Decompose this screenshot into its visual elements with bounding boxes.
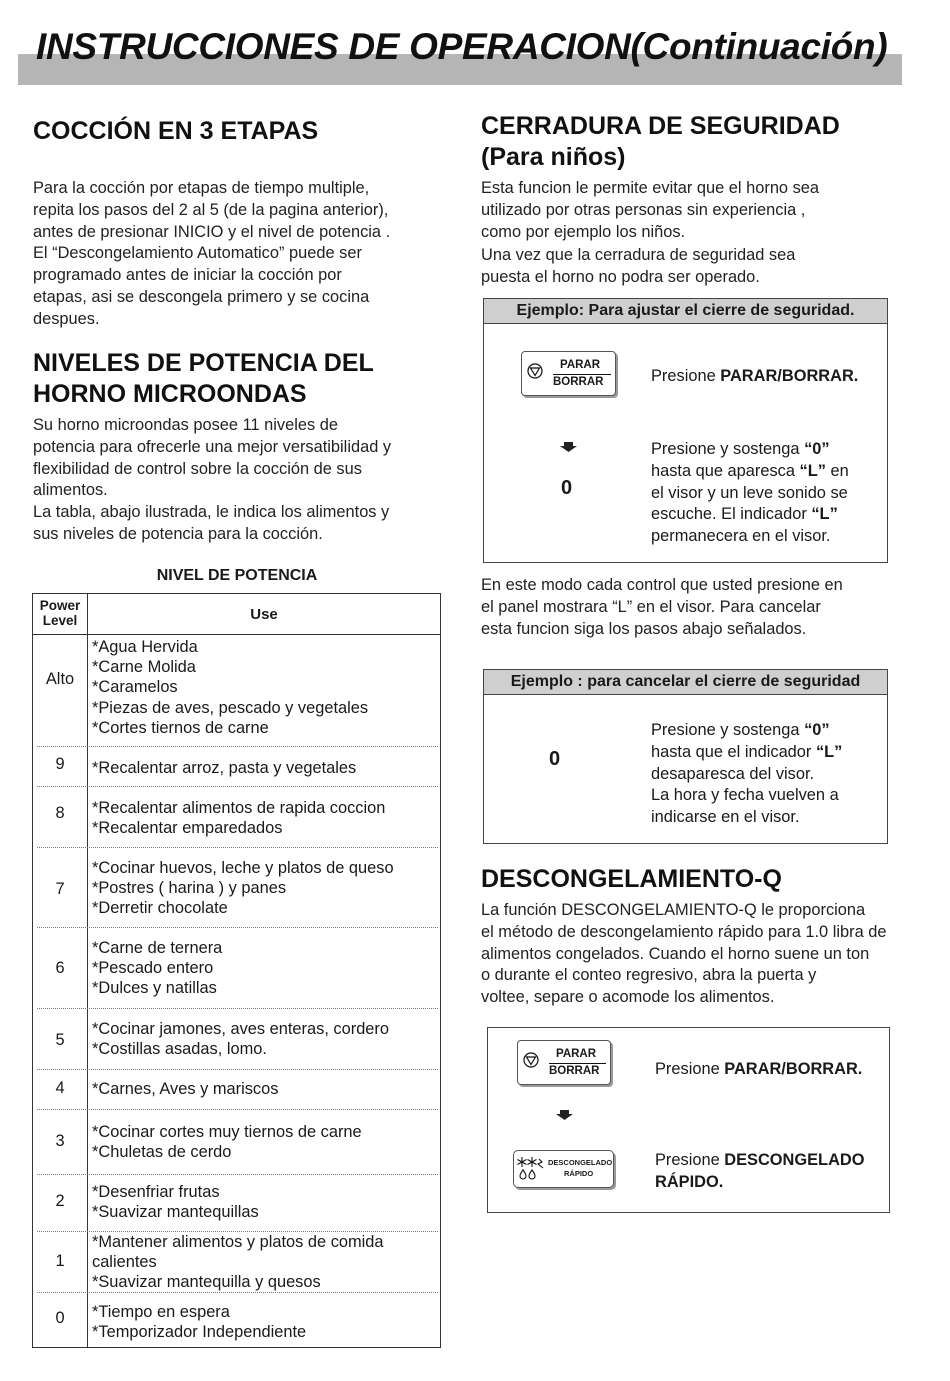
zero-key[interactable]: 0 [549, 748, 561, 770]
header-use: Use [250, 606, 278, 623]
text-line: La función DESCONGELAMIENTO-Q le proporciona [481, 901, 866, 919]
use-item: *Carne Molida [92, 658, 196, 677]
row-divider [37, 847, 438, 848]
use-item: *Chuletas de cerdo [92, 1143, 232, 1162]
text-line: potencia para ofrecerle una mejor versatibilidad y [33, 437, 392, 456]
power-level-table [32, 593, 441, 1348]
row-uses [92, 1232, 384, 1293]
heading-line: NIVELES DE POTENCIA DEL [33, 349, 374, 377]
row-uses [92, 758, 356, 778]
step-bold: DESCONGELADO [724, 1151, 865, 1169]
row-divider [37, 1008, 438, 1009]
row-divider [37, 1109, 438, 1110]
text-line: sus niveles de potencia para la cocción. [33, 524, 323, 543]
use-item: *Cocinar cortes muy tiernos de carne [92, 1123, 362, 1141]
button-label-bottom: BORRAR [553, 376, 604, 388]
row-uses [92, 798, 385, 838]
step-line: hasta que el indicador “L” [651, 742, 843, 761]
text-line: Esta funcion le permite evitar que el horno sea [481, 179, 820, 197]
column-divider [87, 594, 88, 1347]
text-line: esta funcion siga los pasos abajo señalados. [481, 619, 807, 638]
row-level: 4 [55, 1079, 65, 1097]
button-label-top: DESCONGELADO [548, 1158, 613, 1167]
stop-clear-button[interactable] [521, 351, 616, 396]
example-set-lock-box [483, 298, 888, 563]
button-label-top: PARAR [560, 359, 601, 371]
text-line: El “Descongelamiento Automatico” puede ser [33, 244, 362, 263]
button-divider [549, 1063, 606, 1064]
section-heading-coccion: COCCIÓN EN 3 ETAPAS [33, 117, 319, 145]
row-level: 6 [55, 959, 65, 977]
row-divider [37, 1174, 438, 1175]
text-line: repita los pasos del 2 al 5 (de la pagina anterior), [33, 200, 389, 219]
header-level-line: Power [39, 598, 81, 613]
coccion-paragraph [33, 178, 390, 331]
use-item: *Mantener alimentos y platos de comida [92, 1233, 384, 1251]
step-line: permanecera en el visor. [651, 527, 831, 546]
row-level: 7 [55, 880, 65, 898]
use-item: *Postres ( harina ) y panes [92, 879, 287, 898]
text-line: Su horno microondas posee 11 niveles de [33, 416, 338, 434]
section-heading-cerradura [481, 111, 840, 173]
row-level: Alto [45, 670, 75, 688]
row-level: 1 [55, 1252, 65, 1270]
use-item: *Recalentar arroz, pasta y vegetales [92, 759, 357, 777]
heading-line: CERRADURA DE SEGURIDAD [481, 112, 840, 140]
use-item: *Caramelos [92, 678, 178, 697]
use-item: *Desenfriar frutas [92, 1183, 220, 1201]
use-item: *Suavizar mantequilla y quesos [92, 1273, 321, 1292]
row-divider [37, 927, 438, 928]
step-line: el visor y un leve sonido se [651, 483, 848, 502]
row-level: 8 [55, 804, 65, 822]
step-line: Presione y sostenga “0” [651, 440, 830, 458]
row-divider [37, 746, 438, 747]
step-bold: RÁPIDO. [655, 1172, 724, 1191]
step-press-defrost [655, 1150, 865, 1194]
step-line: desaparesca del visor. [651, 764, 815, 783]
heading-line: HORNO MICROONDAS [33, 380, 307, 408]
step-line: Presione y sostenga “0” [651, 721, 830, 739]
step-text: Presione [651, 367, 721, 385]
use-item: *Suavizar mantequillas [92, 1203, 259, 1222]
header-level-line: Level [42, 613, 78, 628]
text-line: o durante el conteo regresivo, abra la puerta y [481, 966, 817, 985]
text-line: puesta el horno no podra ser operado. [481, 268, 760, 287]
text-line: La tabla, abajo ilustrada, le indica los alimentos y [33, 503, 390, 522]
example-title: Ejemplo: Para ajustar el cierre de seguridad. [484, 299, 887, 324]
button-label-bottom: BORRAR [549, 1065, 600, 1077]
text-line: En este modo cada control que usted presione en [481, 576, 843, 594]
text-line: despues. [33, 309, 100, 328]
row-level: 9 [55, 755, 65, 773]
stop-icon [527, 363, 543, 379]
example-title: Ejemplo : para cancelar el cierre de seguridad [484, 670, 887, 695]
use-item: *Dulces y natillas [92, 979, 217, 998]
section-heading-niveles [33, 348, 374, 410]
text-line: Para la cocción por etapas de tiempo multiple, [33, 179, 370, 197]
stop-clear-button[interactable] [517, 1040, 611, 1085]
row-divider [37, 1069, 438, 1070]
step-text: Presione [655, 1151, 725, 1169]
button-label-bottom: RÁPIDO [564, 1169, 594, 1178]
cerradura-paragraph [481, 178, 819, 289]
row-level: 3 [55, 1132, 65, 1150]
use-item: *Temporizador Independiente [92, 1323, 307, 1342]
step-hold-zero-cancel [651, 720, 842, 829]
button-divider [553, 374, 611, 375]
down-arrow-icon [556, 1110, 573, 1120]
niveles-paragraph [33, 415, 391, 546]
row-uses [92, 1122, 362, 1162]
text-line: utilizado por otras personas sin experiencia , [481, 200, 806, 219]
text-line: como por ejemplo los niños. [481, 222, 686, 241]
row-level: 0 [55, 1309, 65, 1327]
row-uses [92, 1019, 389, 1059]
row-divider [37, 786, 438, 787]
step-bold: PARAR/BORRAR. [720, 367, 859, 385]
page-title: INSTRUCCIONES DE OPERACION(Continuación) [36, 26, 888, 67]
text-line: Una vez que la cerradura de seguridad sea [481, 246, 796, 265]
step-text: Presione [655, 1060, 725, 1078]
use-item: *Cocinar huevos, leche y platos de queso [92, 859, 394, 877]
header-power-level [33, 598, 87, 628]
step-line: hasta que aparesca “L” en [651, 461, 849, 480]
use-item: *Recalentar emparedados [92, 819, 283, 838]
zero-key[interactable]: 0 [561, 477, 573, 499]
heading-line: (Para niños) [481, 143, 626, 171]
header-divider [33, 634, 440, 635]
example-cancel-lock-box [483, 669, 888, 844]
row-uses [92, 858, 394, 919]
use-item: *Piezas de aves, pescado y vegetales [92, 698, 369, 717]
table-caption: NIVEL DE POTENCIA [156, 567, 318, 584]
use-item: *Carnes, Aves y mariscos [92, 1080, 279, 1098]
row-level: 2 [55, 1192, 65, 1210]
row-uses [92, 1302, 306, 1342]
use-item: *Costillas asadas, lomo. [92, 1040, 267, 1059]
text-line: etapas, asi se descongela primero y se cocina [33, 287, 370, 306]
quick-defrost-example-box [487, 1027, 890, 1213]
section-heading-descongelamiento: DESCONGELAMIENTO-Q [481, 865, 782, 893]
descongelamiento-paragraph [481, 900, 886, 1009]
use-item: *Derretir chocolate [92, 899, 228, 918]
row-uses [92, 1079, 278, 1099]
row-uses [92, 938, 222, 999]
use-item: calientes [92, 1253, 157, 1272]
text-line: antes de presionar INICIO y el nivel de potencia . [33, 222, 391, 241]
text-line: flexibilidad de control sobre la cocción de sus [33, 459, 362, 478]
use-item: *Agua Hervida [92, 638, 198, 656]
step-press-stop [651, 366, 858, 388]
step-line: indicarse en el visor. [651, 808, 800, 827]
text-line: el panel mostrara “L” en el visor. Para cancelar [481, 597, 821, 616]
down-arrow-icon [560, 442, 577, 452]
use-item: *Tiempo en espera [92, 1303, 230, 1321]
use-item: *Carne de ternera [92, 939, 223, 957]
step-line: escuche. El indicador “L” [651, 505, 838, 524]
row-level: 5 [55, 1031, 65, 1049]
text-line: voltee, separe o acomode los alimentos. [481, 988, 775, 1007]
text-line: programado antes de iniciar la cocción por [33, 266, 342, 285]
use-item: *Cortes tiernos de carne [92, 718, 269, 737]
text-line: alimentos congelados. Cuando el horno suene un ton [481, 944, 870, 963]
quick-defrost-button[interactable] [513, 1150, 614, 1188]
use-item: *Pescado entero [92, 959, 214, 978]
text-line: el método de descongelamiento rápido para 1.0 libra de [481, 922, 887, 941]
use-item: *Cocinar jamones, aves enteras, cordero [92, 1020, 390, 1038]
stop-icon [523, 1052, 539, 1068]
step-press-stop [655, 1059, 862, 1081]
step-line: La hora y fecha vuelven a [651, 786, 839, 805]
button-label-top: PARAR [556, 1048, 597, 1060]
text-line: alimentos. [33, 481, 108, 500]
step-hold-zero [651, 439, 849, 548]
use-item: *Recalentar alimentos de rapida coccion [92, 799, 386, 817]
row-uses [92, 637, 368, 738]
step-bold: PARAR/BORRAR. [724, 1060, 863, 1078]
mode-paragraph [481, 575, 843, 640]
row-uses [92, 1182, 259, 1222]
snowflake-drop-icon [517, 1155, 549, 1183]
